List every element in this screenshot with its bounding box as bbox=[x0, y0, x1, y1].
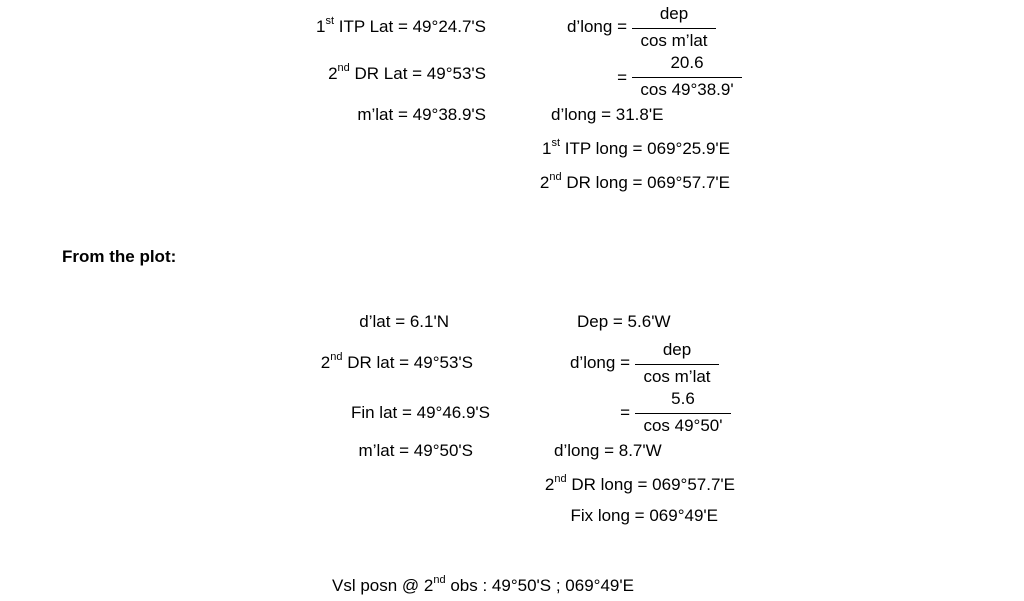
superscript: nd bbox=[330, 351, 343, 363]
superscript: nd bbox=[337, 62, 350, 74]
itp-long-text: ITP long = 069°25.9'E bbox=[560, 139, 730, 158]
superscript: st bbox=[551, 137, 561, 149]
fix-long-line: Fix long = 069°49'E bbox=[570, 506, 718, 525]
dr-long-line: 2nd DR long = 069°57.7'E bbox=[544, 473, 735, 494]
fraction-numerator: 5.6 bbox=[671, 389, 695, 408]
superscript: nd bbox=[549, 171, 562, 183]
dr-long-text: DR long = 069°57.7'E bbox=[566, 475, 735, 494]
dr-lat-line: 2nd DR Lat = 49°53'S bbox=[328, 62, 486, 83]
vessel-position-line bbox=[332, 576, 634, 596]
fraction-bar bbox=[632, 77, 742, 78]
itp-long-line: 1st ITP long = 069°25.9'E bbox=[542, 137, 730, 158]
dr-lat-line: 2nd DR lat = 49°53'S bbox=[320, 351, 473, 372]
dr-lat-text: DR Lat = 49°53'S bbox=[349, 64, 486, 83]
fraction-denominator: cos m’lat bbox=[643, 367, 711, 386]
fraction-numerator: dep bbox=[662, 340, 692, 359]
itp-lat-text: ITP Lat = 49°24.7'S bbox=[334, 17, 486, 36]
mean-lat-line: m’lat = 49°50'S bbox=[358, 441, 473, 460]
fraction-numerator: 20.6 bbox=[670, 53, 704, 72]
dlong-result: d’long = 31.8'E bbox=[551, 105, 664, 124]
fraction-denominator: cos 49°50' bbox=[643, 416, 723, 435]
fraction-bar bbox=[635, 364, 719, 365]
dlong-label: d’long = bbox=[569, 353, 630, 372]
equals-sign: = bbox=[620, 403, 630, 422]
fraction-bar bbox=[635, 413, 731, 414]
fraction-bar bbox=[632, 28, 716, 29]
vessel-position-prefix: Vsl posn @ 2 bbox=[332, 576, 434, 595]
final-lat-line: Fin lat = 49°46.9'S bbox=[350, 403, 490, 422]
superscript: st bbox=[325, 15, 335, 27]
vessel-position-suffix: obs : 49°50'S ; 069°49'E bbox=[445, 576, 634, 595]
dlong-label: d’long = bbox=[566, 17, 627, 36]
dlong-result: d’long = 8.7'W bbox=[554, 441, 662, 460]
dr-long-line: 2nd DR long = 069°57.7'E bbox=[539, 171, 730, 192]
superscript: nd bbox=[554, 473, 567, 485]
section-heading: From the plot: bbox=[62, 247, 177, 266]
dlat-line: d’lat = 6.1'N bbox=[359, 312, 449, 331]
fraction-denominator: cos 49°38.9' bbox=[640, 80, 734, 99]
mean-lat-line: m’lat = 49°38.9'S bbox=[357, 105, 486, 124]
departure-line: Dep = 5.6'W bbox=[577, 312, 671, 331]
itp-lat-line: 1st ITP Lat = 49°24.7'S bbox=[315, 15, 486, 36]
dr-long-text: DR long = 069°57.7'E bbox=[561, 173, 730, 192]
fraction-numerator: dep bbox=[659, 4, 689, 23]
equals-sign: = bbox=[617, 68, 627, 87]
fraction-denominator: cos m’lat bbox=[640, 31, 708, 50]
superscript: nd bbox=[433, 574, 446, 586]
dr-lat-text: DR lat = 49°53'S bbox=[342, 353, 473, 372]
